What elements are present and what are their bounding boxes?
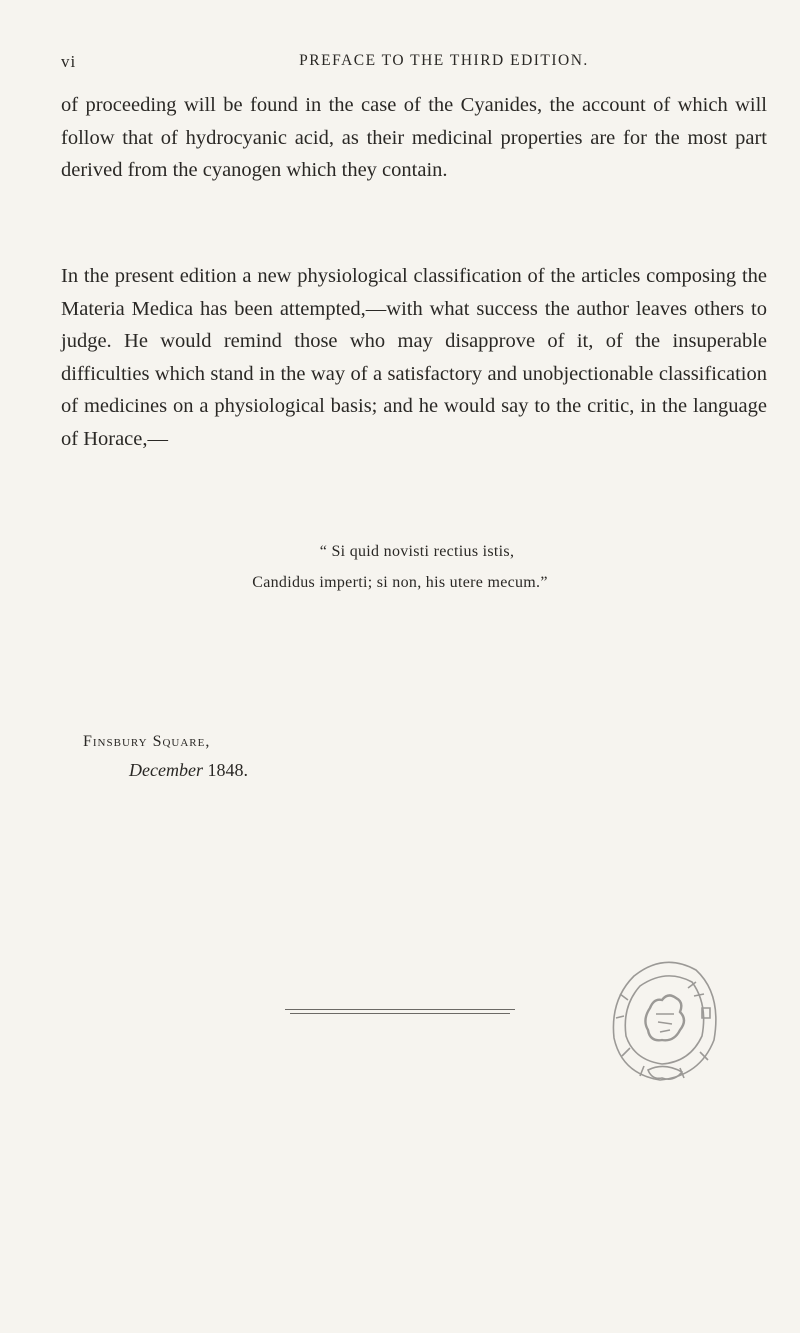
page-header <box>61 52 767 78</box>
signoff-date <box>129 760 248 781</box>
signoff-place: Finsbury Square, <box>83 733 211 750</box>
quotation-line-2: Candidus imperti; si non, his utere mecum.” <box>252 574 548 591</box>
library-stamp-icon <box>604 948 726 1086</box>
quotation-line-1: “ Si quid novisti rectius istis, <box>319 543 515 560</box>
closing-rule <box>285 1009 515 1010</box>
paragraph-classification: In the present edition a new physiological classification of the articles composing the Materia Medica has been attempted,—with what success the author leaves others to judge. He would remind those who may disapprove of it, of the insuperable difficulties which stand in the way of a satisfactory and unobjectionable classification of medicines on a physiological basis; and he would say to the critic, in the language of Horace,— <box>61 265 767 450</box>
signoff-month: December <box>129 760 203 780</box>
signoff-year: 1848. <box>202 760 248 780</box>
closing-rule-thin <box>290 1013 510 1014</box>
paragraph-continuation: of proceeding will be found in the case of the Cyanides, the account of which will follow that of hydrocyanic acid, as their medicinal properties are for the most part derived from the cyanogen which they contain. <box>61 94 767 181</box>
running-head: PREFACE TO THE THIRD EDITION. <box>299 52 589 69</box>
page-number: vi <box>61 52 77 71</box>
